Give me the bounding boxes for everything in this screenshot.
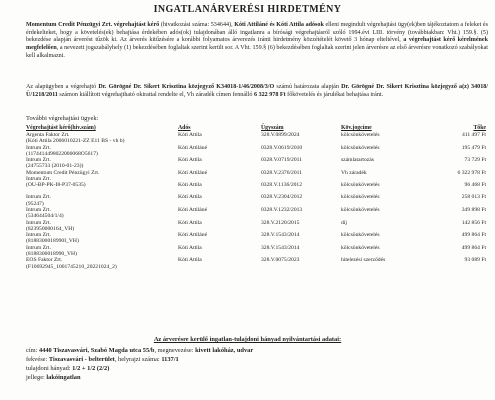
header-case: Ügyszám — [261, 125, 284, 131]
intro-body: elleni megindult végrehajtási ügy(ek)ben tájékoztatom a feleket és érdekelteket, hogy a követelés(ek) behajtása érdekében adós(ok) tulajdonában álló ingatlanra a bírósági végrehajtásról szóló 1994.évi LIII. törvény (továbbiakban: Vht.) 159.§. (5) bekezdése alapján árverést tűzök ki. Az árverés kitűzésére a korábbi folyamatos árverezés iránti hirdetmény közzétételét követő 3 hónap elteltével, — [26, 22, 488, 44]
cell-case: 0328.V.2376/2011 — [261, 169, 303, 176]
cell-case: 328.V.1543/2014 — [261, 232, 300, 239]
cell-case: 0328.V.0619/2010 — [261, 144, 303, 151]
property-address: 4440 Tiszavasvári, Szabó Magda utca 55/b — [38, 347, 155, 354]
creditor-line: Intrum Zrt. — [26, 219, 51, 226]
table-row — [26, 232, 486, 245]
cell-amount: 195 479 Ft — [461, 144, 486, 151]
share-label: tulajdoni hányad: — [26, 365, 73, 372]
creditor-line: (F10692945_1001745210_20221024_2) — [26, 263, 117, 270]
cell-creditor — [26, 207, 178, 220]
cell-case: 0328.V.1136/2012 — [261, 182, 303, 189]
table-row — [26, 245, 486, 258]
cell-creditor — [26, 194, 178, 207]
cell-creditor — [26, 132, 178, 145]
cell-case: 0328.V.0719/2011 — [261, 157, 303, 164]
notice-title: INGATLANÁRVERÉSI HIRDETMÉNY — [153, 4, 342, 15]
cell-debtor: Kóti Attila — [178, 157, 202, 164]
cell-case: 0328.V.2304/2012 — [261, 194, 303, 201]
debtor-names: Kóti Attiláné és Kóti Attila adósok — [234, 22, 324, 28]
creditor-line: Argenta Faktor Zrt. — [26, 132, 70, 138]
property-section-title: Az árverésre kerülő ingatlan-tulajdoni hányad nyilvántartási adatai: — [153, 336, 342, 343]
cell-creditor — [26, 220, 178, 233]
header-amount: Tőke — [473, 125, 486, 131]
cell-claim: kölcsönkövetelés — [341, 144, 380, 151]
cell-amount: 411 497 Ft — [461, 132, 486, 138]
cell-claim: kölcsönkövetelés — [341, 132, 380, 138]
cell-case: 328.V.0075/2023 — [261, 257, 300, 264]
basis-pre: Az alapügyben a végrehajtó — [26, 84, 99, 90]
property-share: 1/2 + 1/2 (2/2) — [72, 365, 110, 372]
creditor-line: (OU-BP-PK-I8-P37-0535) — [26, 182, 86, 189]
cell-claim: hitelezési szerződés — [341, 257, 386, 264]
basis-decision: Dr. Görögné Dr. Sikert Krisztina közjegyző K34018-1/46/2008/3/O — [98, 84, 275, 90]
cell-amount: 499 864 Ft — [461, 232, 486, 239]
location-label: fekvése: — [26, 356, 49, 363]
table-row — [26, 220, 486, 233]
creditor-line: Momentum Credit Pénzügyi Zrt. — [26, 169, 100, 176]
cell-amount: 96 468 Ft — [464, 182, 486, 189]
basis-end: főkövetelés és járulékai behajtása iránt. — [285, 91, 384, 98]
property-share-line — [26, 365, 109, 373]
table-row — [26, 157, 486, 170]
property-nature-line — [26, 374, 81, 382]
basis-amount: 6 322 978 Ft — [254, 91, 286, 98]
cell-debtor: Kóti Attila — [178, 257, 202, 264]
cell-case: 328.V.0899/2024 — [261, 132, 300, 138]
table-row — [26, 257, 486, 270]
cell-creditor — [26, 182, 178, 194]
creditor-line: EOS Faktor Zrt. — [26, 257, 63, 264]
cell-case: 328.V.1543/2014 — [261, 244, 300, 251]
creditor-line: (24755733 (2010-01-23)) — [26, 163, 84, 170]
cell-creditor — [26, 245, 178, 258]
creditor-line: (Kóti Attila 2006010221-ZZ E11 BS - vh b) — [26, 138, 125, 145]
cell-debtor: Kóti Attila — [178, 194, 202, 201]
lot-label: , helyrajzi száma: — [114, 356, 162, 363]
basis-mid1: számú határozata alapján — [274, 84, 342, 90]
cell-amount: 142 856 Ft — [461, 219, 486, 226]
property-location-line — [26, 356, 179, 364]
creditor-line: (823950000164_VH) — [26, 225, 75, 232]
cell-creditor — [26, 145, 178, 158]
basis-mid2: számon kiállított végrehajtható okirattal rendelte el, Vh záradék címen fennálló — [57, 91, 254, 98]
creditor-line: (8188300018990_VH) — [26, 251, 77, 258]
creditor-line: (95247) — [26, 200, 44, 207]
header-debtor: Adós — [178, 125, 191, 131]
intro-tail: , a nevezett jogszabályhely (1) bekezdésében foglaltak szerint került sor. A Vht. 159.§ (6) bekezdésében foglaltak szerint jelen árverésre az első árverésre vonatkozó szabályokat kell alkalmazni. — [26, 45, 488, 59]
creditor-line: Intrum Zrt. — [26, 157, 51, 164]
cell-amount: 499 864 Ft — [461, 244, 486, 251]
property-address-line — [26, 347, 253, 355]
header-creditor: Végrehajtást kérő(hiv.szám) — [26, 125, 96, 131]
table-row — [26, 182, 486, 194]
table-row — [26, 207, 486, 220]
creditor-ref: (hivatkozási száma: 534644), — [159, 22, 233, 28]
cell-creditor — [26, 157, 178, 170]
creditor-line: (534644504/1/4) — [26, 213, 64, 220]
cell-claim: kölcsönkövetelés — [341, 244, 380, 251]
property-kind: kivett lakóház, udvar — [195, 347, 254, 354]
creditor-name: Momentum Credit Pénzügyi Zrt. végrehajtást kérő — [26, 22, 160, 28]
cell-amount: 6 322 978 Ft — [457, 169, 486, 176]
cell-amount: 73 729 Ft — [464, 157, 486, 164]
cell-amount: 258 013 Ft — [461, 194, 486, 201]
creditor-line: (1174414498022000068O5617) — [26, 150, 98, 157]
table-row — [26, 170, 486, 183]
property-location: Tiszavasvári - belterület — [48, 356, 115, 363]
creditor-line: Intrum Zrt. — [26, 176, 51, 183]
creditor-line: Intrum Zrt. — [26, 232, 51, 239]
cell-amount: 93 089 Ft — [464, 257, 486, 264]
cell-case: 328.V.2120/2015 — [261, 219, 300, 226]
property-nature: lakóingatlan — [46, 374, 81, 381]
kind-label: , megnevezése: — [154, 347, 196, 354]
nature-label: jellege: — [26, 374, 47, 381]
intro-bold-clause: a végrehajtást kérő kérelmének megfelelően — [26, 37, 489, 52]
cell-debtor: Kóti Attiláné — [178, 206, 208, 213]
cell-debtor: Kóti Attiláné — [178, 169, 208, 176]
creditor-line: Intrum Zrt. — [26, 194, 51, 201]
basis-notary: Dr. Görögné Dr. Sikert Krisztina közjegyző a(z) 34018/Ü/1218/2011 — [26, 84, 488, 98]
table-row — [26, 132, 486, 145]
creditor-line: (8188300018990I_VH) — [26, 238, 79, 245]
cell-creditor — [26, 170, 178, 183]
cell-debtor: Kóti Attiláné — [178, 232, 208, 239]
cell-claim: Vh záradék — [341, 169, 367, 176]
table-row — [26, 145, 486, 158]
cell-claim: díj — [341, 219, 347, 226]
other-cases-label: További végrehajtási ügyek: — [26, 115, 99, 122]
property-lot-number: 1137/1 — [161, 356, 179, 363]
cell-creditor — [26, 257, 178, 270]
intro-paragraph — [26, 22, 488, 61]
cell-debtor: Kóti Attila — [178, 244, 202, 251]
cell-case: 0328.V.1232/2013 — [261, 206, 303, 213]
cell-claim: számlatartozás — [341, 157, 374, 164]
cell-debtor: Kóti Attila — [178, 219, 202, 226]
address-label: cím: — [26, 347, 39, 354]
cell-debtor: Kóti Attila — [178, 182, 202, 189]
claims-table — [26, 124, 486, 270]
cell-claim: kölcsönkövetelés — [341, 232, 380, 239]
claims-header-row — [26, 124, 486, 132]
cell-debtor: Kóti Attiláné — [178, 144, 208, 151]
cell-debtor: Kóti Attila — [178, 132, 202, 138]
table-row — [26, 194, 486, 207]
basis-paragraph — [26, 84, 488, 99]
cell-amount: 349 898 Ft — [461, 206, 486, 213]
cell-claim: kölcsönkövetelés — [341, 194, 380, 201]
cell-claim: kölcsönkövetelés — [341, 206, 380, 213]
creditor-line: Intrum Zrt. — [26, 244, 51, 251]
cell-creditor — [26, 232, 178, 245]
creditor-line: Intrum Zrt. — [26, 206, 51, 213]
cell-claim: kölcsönkövetelés — [341, 182, 380, 189]
creditor-line: Intrum Zrt. — [26, 144, 51, 151]
header-claim: Köv.jogcíme — [341, 125, 372, 131]
